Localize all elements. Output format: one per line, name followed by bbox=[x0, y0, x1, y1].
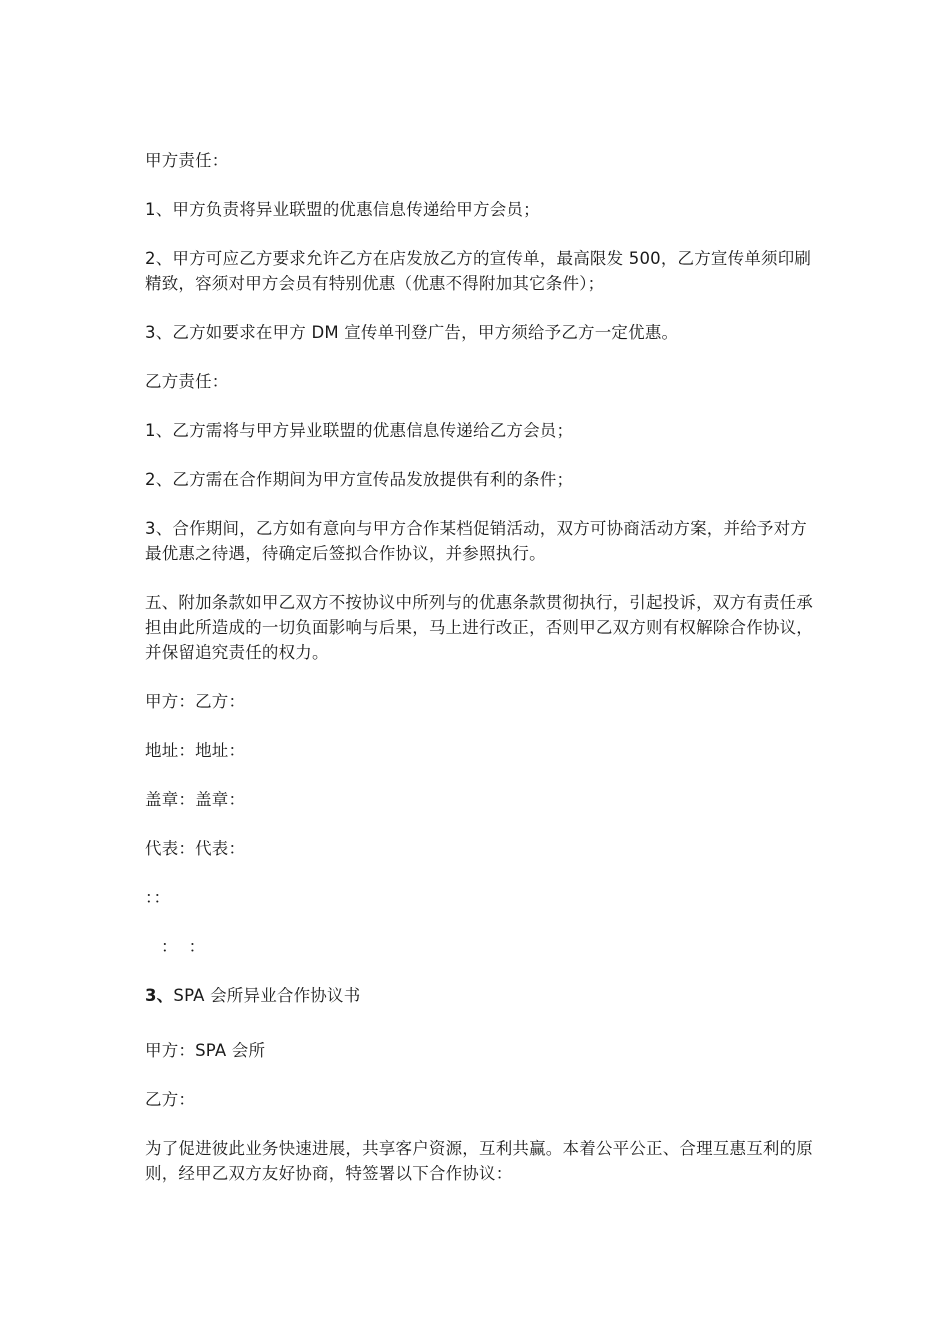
party-a-duty-3: 3、乙方如要求在甲方 DM 宣传单刊登广告，甲方须给予乙方一定优惠。 bbox=[145, 323, 679, 342]
signature-representative: 代表：代表： bbox=[145, 839, 246, 858]
party-b-duty-1: 1、乙方需将与甲方异业联盟的优惠信息传递给乙方会员； bbox=[145, 421, 574, 440]
signature-seal: 盖章：盖章： bbox=[145, 790, 246, 809]
spa-party-a: 甲方：SPA 会所 bbox=[145, 1041, 266, 1060]
signature-blank-1: ：： bbox=[145, 888, 171, 907]
section-title-text: SPA 会所异业合作协议书 bbox=[173, 986, 361, 1005]
section-heading-party-b-duties: 乙方责任： bbox=[145, 372, 229, 391]
section-number: 3、 bbox=[145, 986, 174, 1005]
party-b-duty-2: 2、乙方需在合作期间为甲方宣传品发放提供有利的条件； bbox=[145, 470, 574, 489]
party-b-duty-3: 3、合作期间，乙方如有意向与甲方合作某档促销活动，双方可协商活动方案，并给予对方最优惠之待遇，待确定后签拟合作协议，并参照执行。 bbox=[145, 519, 807, 563]
section-title-spa-agreement bbox=[145, 983, 815, 1008]
document-page bbox=[145, 148, 815, 1186]
signature-parties: 甲方：乙方： bbox=[145, 692, 246, 711]
section-heading-party-a-duties: 甲方责任： bbox=[145, 151, 229, 170]
signature-blank-2: ： ： bbox=[161, 937, 206, 956]
spa-party-b: 乙方： bbox=[145, 1090, 196, 1109]
party-a-duty-1: 1、甲方负责将异业联盟的优惠信息传递给甲方会员； bbox=[145, 200, 540, 219]
spa-preamble: 为了促进彼此业务快速进展，共享客户资源，互利共赢。本着公平公正、合理互惠互利的原则，经甲乙双方友好协商，特签署以下合作协议： bbox=[145, 1139, 813, 1183]
signature-address: 地址：地址： bbox=[145, 741, 246, 760]
additional-clause: 五、附加条款如甲乙双方不按协议中所列与的优惠条款贯彻执行，引起投诉，双方有责任承担由此所造成的一切负面影响与后果，马上进行改正，否则甲乙双方则有权解除合作协议，并保留追究责任的权力。 bbox=[145, 593, 813, 662]
party-a-duty-2: 2、甲方可应乙方要求允许乙方在店发放乙方的宣传单，最高限发 500，乙方宣传单须印刷精致，容须对甲方会员有特别优惠（优惠不得附加其它条件）； bbox=[145, 249, 812, 293]
